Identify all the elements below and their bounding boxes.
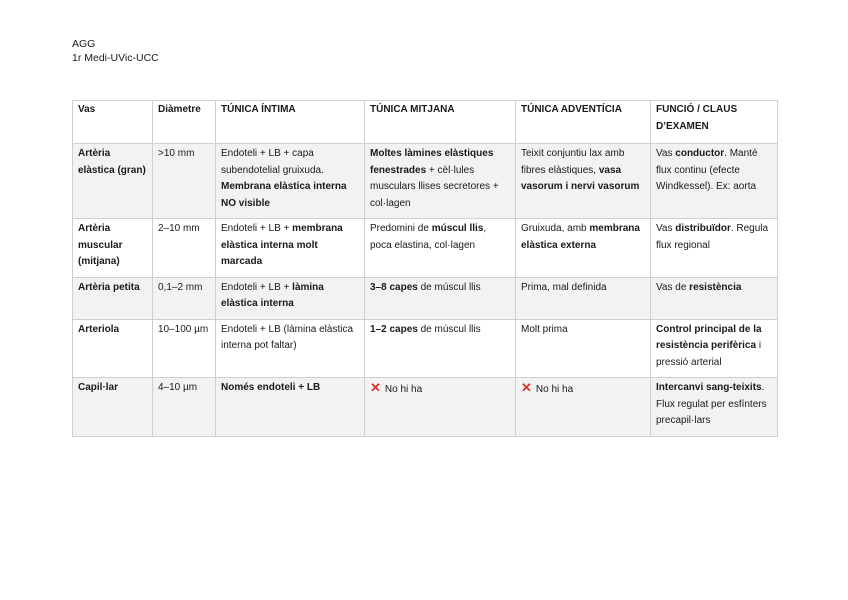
header-line-2: 1r Medi-UVic-UCC <box>72 52 159 64</box>
cell-mitjana <box>365 144 516 219</box>
cell-text: Vas <box>656 223 676 234</box>
cell-adventicia <box>516 277 651 319</box>
cell-text: Predomini de <box>370 223 432 234</box>
cell-text: 3–8 capes <box>370 281 418 293</box>
cell-text: 1–2 capes <box>370 323 418 335</box>
vessel-name: Artèria elàstica (gran) <box>78 148 146 176</box>
cell-text: Prima, mal definida <box>521 281 607 293</box>
cell-mitjana <box>365 319 516 378</box>
table-row <box>73 219 778 278</box>
cell-vas <box>73 378 153 437</box>
cell-text: , poca elastina, col·lagen <box>370 223 487 251</box>
table-row <box>73 319 778 378</box>
cell-text: No hi ha <box>535 384 574 395</box>
cell-adventicia <box>516 319 651 378</box>
cross-mark-icon: ✕ <box>370 380 381 395</box>
cell-text: Vas <box>656 148 676 159</box>
header-tunica-mitjana: TÚNICA MITJANA <box>365 101 516 144</box>
cell-mitjana <box>365 378 516 437</box>
cell-diametre: >10 mm <box>153 144 216 219</box>
cell-text: Vas de <box>656 281 690 293</box>
vessel-name: Artèria muscular (mitjana) <box>78 223 123 267</box>
header-line-1: AGG <box>72 38 96 50</box>
table-row <box>73 378 778 437</box>
cell-diametre: 2–10 mm <box>153 219 216 278</box>
cell-intima <box>216 319 365 378</box>
cell-intima <box>216 144 365 219</box>
cell-text: i pressió arterial <box>656 340 762 368</box>
cell-diametre: 0,1–2 mm <box>153 277 216 319</box>
cell-text: Endoteli + LB + <box>221 281 293 293</box>
cell-funcio <box>651 277 778 319</box>
cell-text: Moltes làmines elàstiques fenestrades <box>370 148 494 176</box>
cell-intima <box>216 378 365 437</box>
cell-text: Teixit conjuntiu lax amb fibres elàstiques, <box>521 148 625 176</box>
cell-text: Intercanvi sang-teixits <box>656 382 762 393</box>
cell-text: Només endoteli + LB <box>221 382 321 393</box>
cell-text: de múscul llis <box>417 281 481 293</box>
cell-mitjana <box>365 219 516 278</box>
cell-text: Membrana elàstica interna NO visible <box>221 181 347 209</box>
cell-funcio <box>651 378 778 437</box>
cell-adventicia <box>516 144 651 219</box>
vessel-comparison-table <box>72 100 778 437</box>
vessel-name: Capil·lar <box>78 382 119 393</box>
cell-mitjana <box>365 277 516 319</box>
cell-vas <box>73 144 153 219</box>
cell-text: làmina elàstica interna <box>221 281 324 309</box>
cell-text: . Flux regulat per esfínters precapil·lars <box>656 382 767 426</box>
cell-text: vasa vasorum i nervi vasorum <box>521 164 640 192</box>
cell-funcio <box>651 219 778 278</box>
cross-mark-icon: ✕ <box>521 380 532 395</box>
cell-adventicia <box>516 219 651 278</box>
document-header <box>72 37 159 65</box>
cell-text: . Regula flux regional <box>656 223 769 251</box>
cell-text: múscul llis <box>431 223 484 234</box>
header-tunica-intima: TÚNICA ÍNTIMA <box>216 101 365 144</box>
table-row <box>73 277 778 319</box>
cell-text: membrana elàstica interna molt marcada <box>221 223 343 267</box>
cell-text: Gruixuda, amb <box>521 223 590 234</box>
cell-text: Endoteli + LB + capa subendotelial gruixuda. <box>221 148 324 176</box>
cell-adventicia <box>516 378 651 437</box>
cell-diametre: 10–100 µm <box>153 319 216 378</box>
cell-funcio <box>651 144 778 219</box>
cell-text: distribuïdor <box>675 223 731 234</box>
table-header-row <box>73 101 778 144</box>
cell-text: resistència <box>689 281 742 293</box>
cell-vas <box>73 277 153 319</box>
cell-diametre: 4–10 µm <box>153 378 216 437</box>
cell-vas <box>73 319 153 378</box>
header-diametre: Diàmetre <box>153 101 216 144</box>
cell-text: Molt prima <box>521 323 568 335</box>
cell-funcio <box>651 319 778 378</box>
cell-text: . Manté flux continu (efecte Windkessel). Ex: aorta <box>656 148 758 192</box>
cell-text: + cèl·lules musculars llises secretores + col·lagen <box>370 164 499 209</box>
header-tunica-adventicia: TÚNICA ADVENTÍCIA <box>516 101 651 144</box>
cell-text: conductor <box>675 148 725 159</box>
cell-intima <box>216 219 365 278</box>
cell-text: de múscul llis <box>417 323 481 335</box>
table-row <box>73 144 778 219</box>
cell-text: membrana elàstica externa <box>521 223 640 251</box>
vessel-name: Artèria petita <box>78 281 140 293</box>
cell-text: Control principal de la resistència perifèrica <box>656 323 762 351</box>
header-funcio: FUNCIÓ / CLAUS D’EXAMEN <box>651 101 778 144</box>
cell-text: Endoteli + LB (làmina elàstica interna pot faltar) <box>221 323 354 351</box>
cell-vas <box>73 219 153 278</box>
vessel-name: Arteriola <box>78 323 120 335</box>
cell-text: No hi ha <box>384 384 423 395</box>
cell-intima <box>216 277 365 319</box>
header-vas: Vas <box>73 101 153 144</box>
cell-text: Endoteli + LB + <box>221 223 293 234</box>
